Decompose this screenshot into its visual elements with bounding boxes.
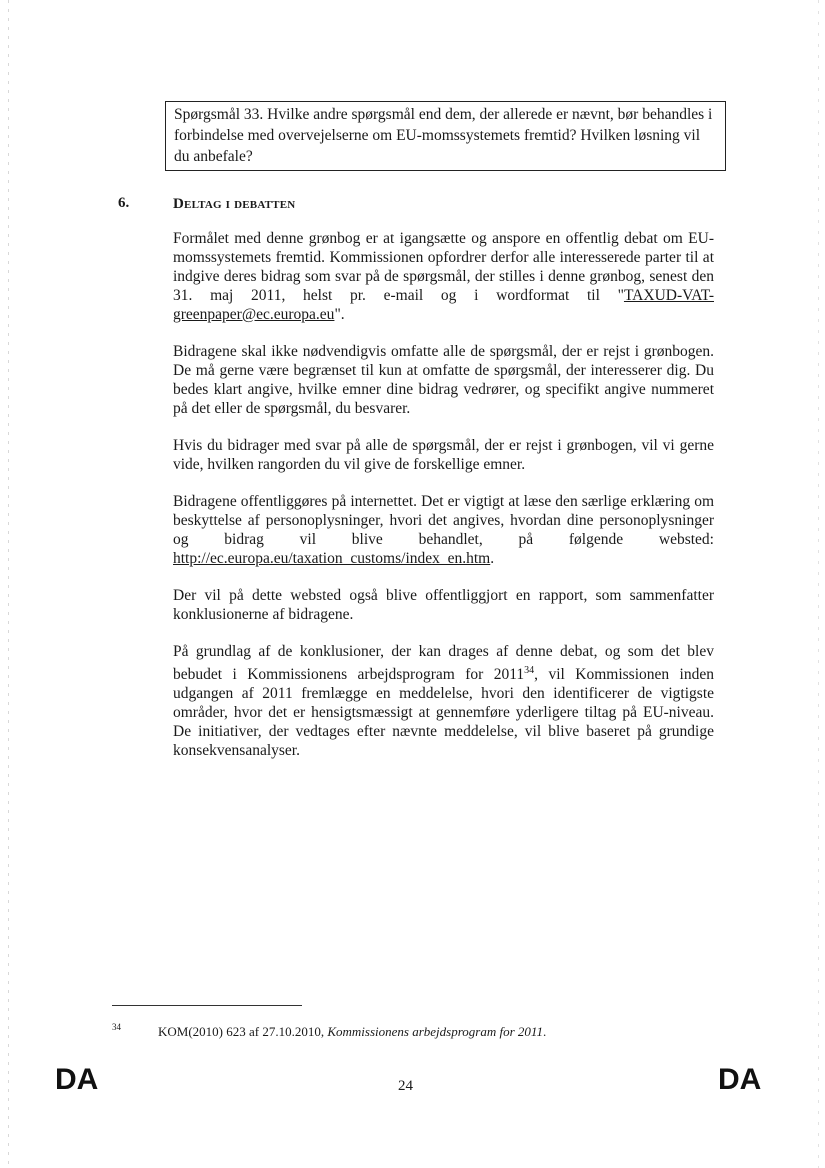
paragraph-4-end: . (490, 550, 495, 567)
footnote-number: 34 (112, 1022, 121, 1032)
paragraph-6-end: , vil Kommissionen inden udgangen af 2011 fremlægge en meddelelse, hvori den identificerer de vigtigste områder, hvor det er hensigtsmæssigt at gennemføre yderligere tiltag på EU-niveau. De initiativer, der vedtages efter nævnte meddelelse, vil blive baseret på grundige konsekvensanalyser. (173, 666, 714, 760)
language-code-left: DA (55, 1063, 99, 1096)
paragraph-2: Bidragene skal ikke nødvendigvis omfatte alle de spørgsmål, der er rejst i grønbogen. De må gerne være begrænset til kun at omfatte de spørgsmål, der interesserer dig. Du bedes klart angive, hvilke emner dine bidrag vedrører, og specifikt angive nummeret på det eller de spørgsmål, du besvarer. (173, 343, 714, 417)
footnote-end: . (542, 1024, 547, 1039)
email-link[interactable]: TAXUD-VAT-greenpaper@ec.europa.eu (173, 287, 714, 323)
scan-edge-right (818, 0, 819, 1168)
paragraph-1-end: ". (334, 306, 345, 323)
paragraph-1-text: Formålet med denne grønbog er at igangsætte og anspore en offentlig debat om EU-momssystemets fremtid. Kommissionen opfordrer derfor alle interesserede parter til at indgive deres bidrag som svar på de spørgsmål, der stilles i denne grønbog, senest den 31. maj 2011, helst pr. e-mail og i wordformat til " (173, 230, 714, 304)
paragraph-6-text: På grundlag af de konklusioner, der kan drages af denne debat, og som det blev bebudet i Kommissionens arbejdsprogram for 2011 (173, 643, 714, 684)
page-number: 24 (398, 1078, 413, 1094)
question-text: Spørgsmål 33. Hvilke andre spørgsmål end dem, der allerede er nævnt, bør behandles i forbindelse med overvejelserne om EU-momssystemets fremtid? Hvilken løsning vil du anbefale? (174, 106, 713, 165)
scan-edge-left (8, 0, 9, 1168)
website-link[interactable]: http://ec.europa.eu/taxation_customs/index_en.htm (173, 550, 491, 567)
footnote-plain: KOM(2010) 623 af 27.10.2010, (158, 1024, 328, 1039)
body-text (173, 229, 714, 778)
paragraph-6 (173, 642, 714, 760)
paragraph-1 (173, 229, 714, 324)
paragraph-3: Hvis du bidrager med svar på alle de spørgsmål, der er rejst i grønbogen, vil vi gerne vide, hvilken rangorden du vil give de forskellige emner. (173, 437, 714, 473)
footnote-text (158, 1024, 546, 1040)
paragraph-5: Der vil på dette websted også blive offentliggjort en rapport, som sammenfatter konklusionerne af bidragene. (173, 587, 714, 623)
paragraph-4-text: Bidragene offentliggøres på internettet. Det er vigtigt at læse den særlige erklæring om beskyttelse af personoplysninger, hvori det angives, hvordan dine personoplysninger og bidrag vil blive behandlet, på følgende websted: (173, 493, 714, 548)
paragraph-4 (173, 492, 714, 568)
footnote-divider (112, 1005, 302, 1006)
footnote-reference[interactable]: 34 (524, 665, 535, 676)
section-number: 6. (118, 195, 130, 211)
language-code-right: DA (718, 1063, 762, 1096)
question-box (165, 101, 726, 171)
footnote-italic: Kommissionens arbejdsprogram for 2011 (327, 1024, 543, 1039)
section-title: Deltag i debatten (173, 196, 296, 212)
